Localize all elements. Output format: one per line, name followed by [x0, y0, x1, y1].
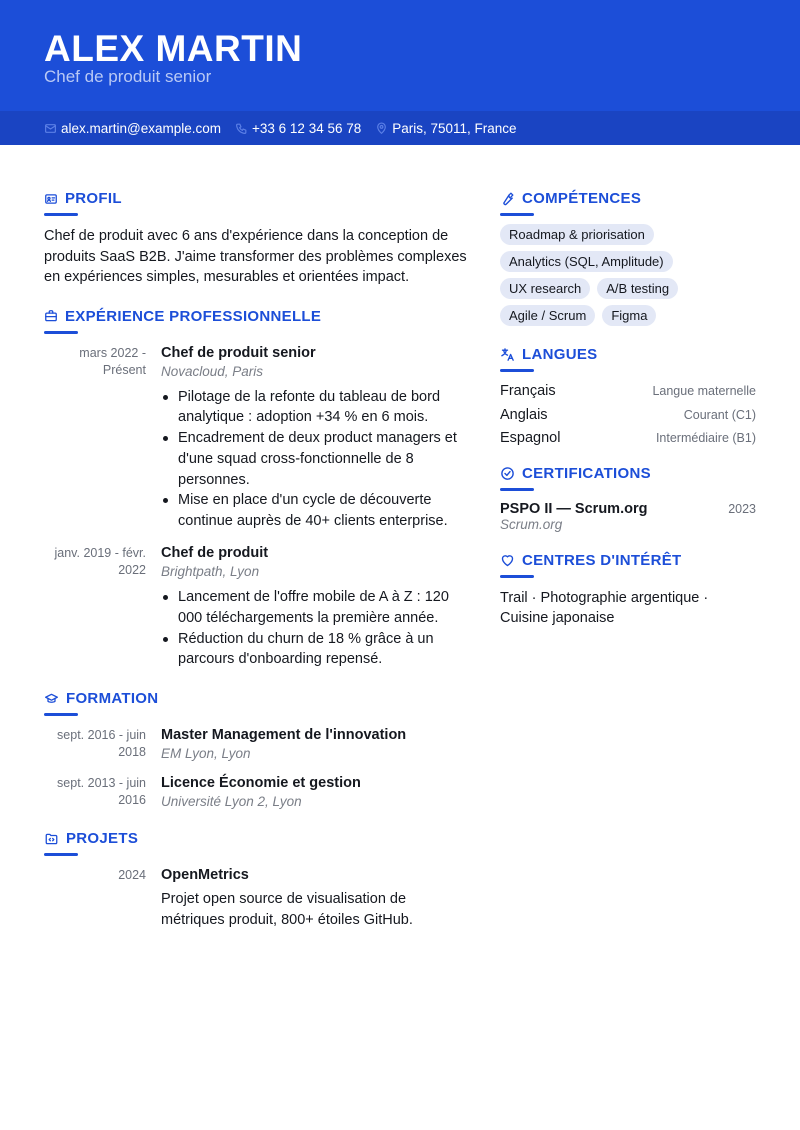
bullet-item: Pilotage de la refonte du tableau de bord analytique : adoption +34 % en 6 mois.: [161, 387, 472, 429]
entry-date: sept. 2013 - juin 2016: [57, 776, 146, 808]
skill-tag: Analytics (SQL, Amplitude): [500, 251, 673, 272]
language-level: Intermédiaire (B1): [655, 431, 756, 445]
entry-title: Master Management de l'innovation: [161, 727, 407, 744]
map-pin-icon: [375, 122, 388, 135]
heart-icon: [500, 553, 515, 568]
language-name: Espagnol: [500, 430, 561, 446]
section-experience-label: EXPÉRIENCE PROFESSIONNELLE: [65, 307, 322, 325]
section-divider: [44, 853, 78, 856]
language-name: Anglais: [500, 406, 548, 423]
certification-name: PSPO II — Scrum.org: [500, 500, 648, 517]
experience-entry: [44, 544, 472, 670]
section-projects-label: PROJETS: [66, 830, 139, 848]
section-experience-title: [44, 308, 472, 325]
profile-summary: Chef de produit avec 6 ans d'expérience dans la conception de produits SaaS B2B. J'aime transformer des problèmes complexes en expériences simples, mesurables et orientées impact.: [44, 228, 467, 285]
contact-bar: [0, 111, 800, 145]
experience-entry: [44, 344, 472, 533]
contact-email-text: alex.martin@example.com: [61, 120, 222, 136]
contact-location-text: Paris, 75011, France: [392, 120, 517, 136]
skill-tag: UX research: [500, 278, 590, 299]
section-certifications-title: [500, 465, 756, 482]
entry-date: mars 2022 - Présent: [79, 345, 146, 377]
section-divider: [500, 369, 534, 372]
skill-tag: Agile / Scrum: [500, 305, 595, 326]
section-profile-title: [44, 190, 472, 207]
certification-year: 2023: [728, 501, 756, 516]
wrench-icon: [500, 191, 515, 206]
certification-issuer: Scrum.org: [500, 516, 563, 532]
skill-tags: [500, 224, 756, 332]
language-list: [500, 382, 756, 449]
mail-icon: [44, 122, 57, 135]
section-projects-title: [44, 830, 472, 847]
id-card-icon: [44, 192, 58, 206]
contact-email[interactable]: [44, 121, 221, 136]
side-column: [500, 190, 756, 629]
section-education-title: [44, 690, 472, 707]
badge-check-icon: [500, 466, 515, 481]
section-skills-title: [500, 190, 756, 207]
entry-organization: EM Lyon, Lyon: [161, 746, 251, 762]
language-row: [500, 406, 756, 426]
section-divider: [500, 488, 534, 491]
education-entry: [44, 774, 472, 810]
entry-bullets: [161, 387, 472, 533]
section-divider: [44, 331, 78, 334]
translate-icon: [500, 347, 515, 362]
section-profile-label: PROFIL: [65, 190, 122, 207]
entry-bullets: [161, 587, 472, 670]
certification-row: [500, 501, 756, 517]
bullet-item: Réduction du churn de 18 % grâce à un parcours d'onboarding repensé.: [161, 629, 472, 671]
entry-organization: Novacloud, Paris: [161, 363, 264, 379]
entry-title: OpenMetrics: [161, 867, 249, 884]
candidate-name: ALEX MARTIN: [44, 28, 303, 69]
skill-tag: Roadmap & priorisation: [500, 224, 654, 245]
education-entry: [44, 726, 472, 762]
folder-code-icon: [44, 832, 59, 846]
entry-title: Licence Économie et gestion: [161, 775, 361, 792]
section-skills-label: COMPÉTENCES: [522, 190, 642, 207]
contact-phone-text: +33 6 12 34 56 78: [252, 120, 362, 136]
entry-date: 2024: [118, 868, 146, 883]
resume-header: [0, 0, 800, 145]
section-divider: [44, 213, 78, 216]
contact-location: [375, 121, 516, 136]
language-name: Français: [500, 383, 556, 399]
section-interests-title: [500, 552, 756, 569]
bullet-item: Encadrement de deux product managers et d'une squad cross-fonctionnelle de 8 personnes.: [161, 428, 472, 490]
entry-title: Chef de produit: [161, 545, 269, 562]
contact-phone[interactable]: [235, 121, 361, 136]
entry-date: sept. 2016 - juin 2018: [57, 728, 146, 760]
main-column: [44, 190, 472, 942]
bullet-item: Lancement de l'offre mobile de A à Z : 120 000 téléchargements la première année.: [161, 587, 472, 629]
entry-organization: Brightpath, Lyon: [161, 564, 260, 580]
entry-date: janv. 2019 - févr. 2022: [54, 546, 146, 578]
language-level: Courant (C1): [683, 407, 756, 422]
graduation-cap-icon: [44, 692, 59, 706]
language-row: [500, 382, 756, 402]
section-divider: [500, 575, 534, 578]
skill-tag: Figma: [602, 305, 656, 326]
section-interests-label: CENTRES D'INTÉRÊT: [522, 551, 682, 569]
section-languages-title: [500, 346, 756, 363]
section-divider: [44, 713, 78, 716]
project-entry: [44, 866, 472, 930]
language-level: Langue maternelle: [652, 384, 756, 398]
section-certifications-label: CERTIFICATIONS: [522, 464, 651, 482]
section-education-label: FORMATION: [66, 690, 159, 708]
project-description: Projet open source de visualisation de métriques produit, 800+ étoiles GitHub.: [161, 891, 413, 928]
phone-icon: [235, 122, 248, 135]
skill-tag: A/B testing: [597, 278, 678, 299]
entry-title: Chef de produit senior: [161, 344, 316, 361]
briefcase-icon: [44, 309, 58, 323]
language-row: [500, 429, 756, 449]
section-divider: [500, 213, 534, 216]
interests-text: Trail · Photographie argentique · Cuisine japonaise: [500, 589, 709, 626]
bullet-item: Mise en place d'un cycle de découverte continue auprès de 40+ clients enterprise.: [161, 490, 472, 532]
candidate-role: Chef de produit senior: [44, 67, 212, 86]
section-languages-label: LANGUES: [522, 346, 598, 363]
entry-organization: Université Lyon 2, Lyon: [161, 794, 302, 810]
